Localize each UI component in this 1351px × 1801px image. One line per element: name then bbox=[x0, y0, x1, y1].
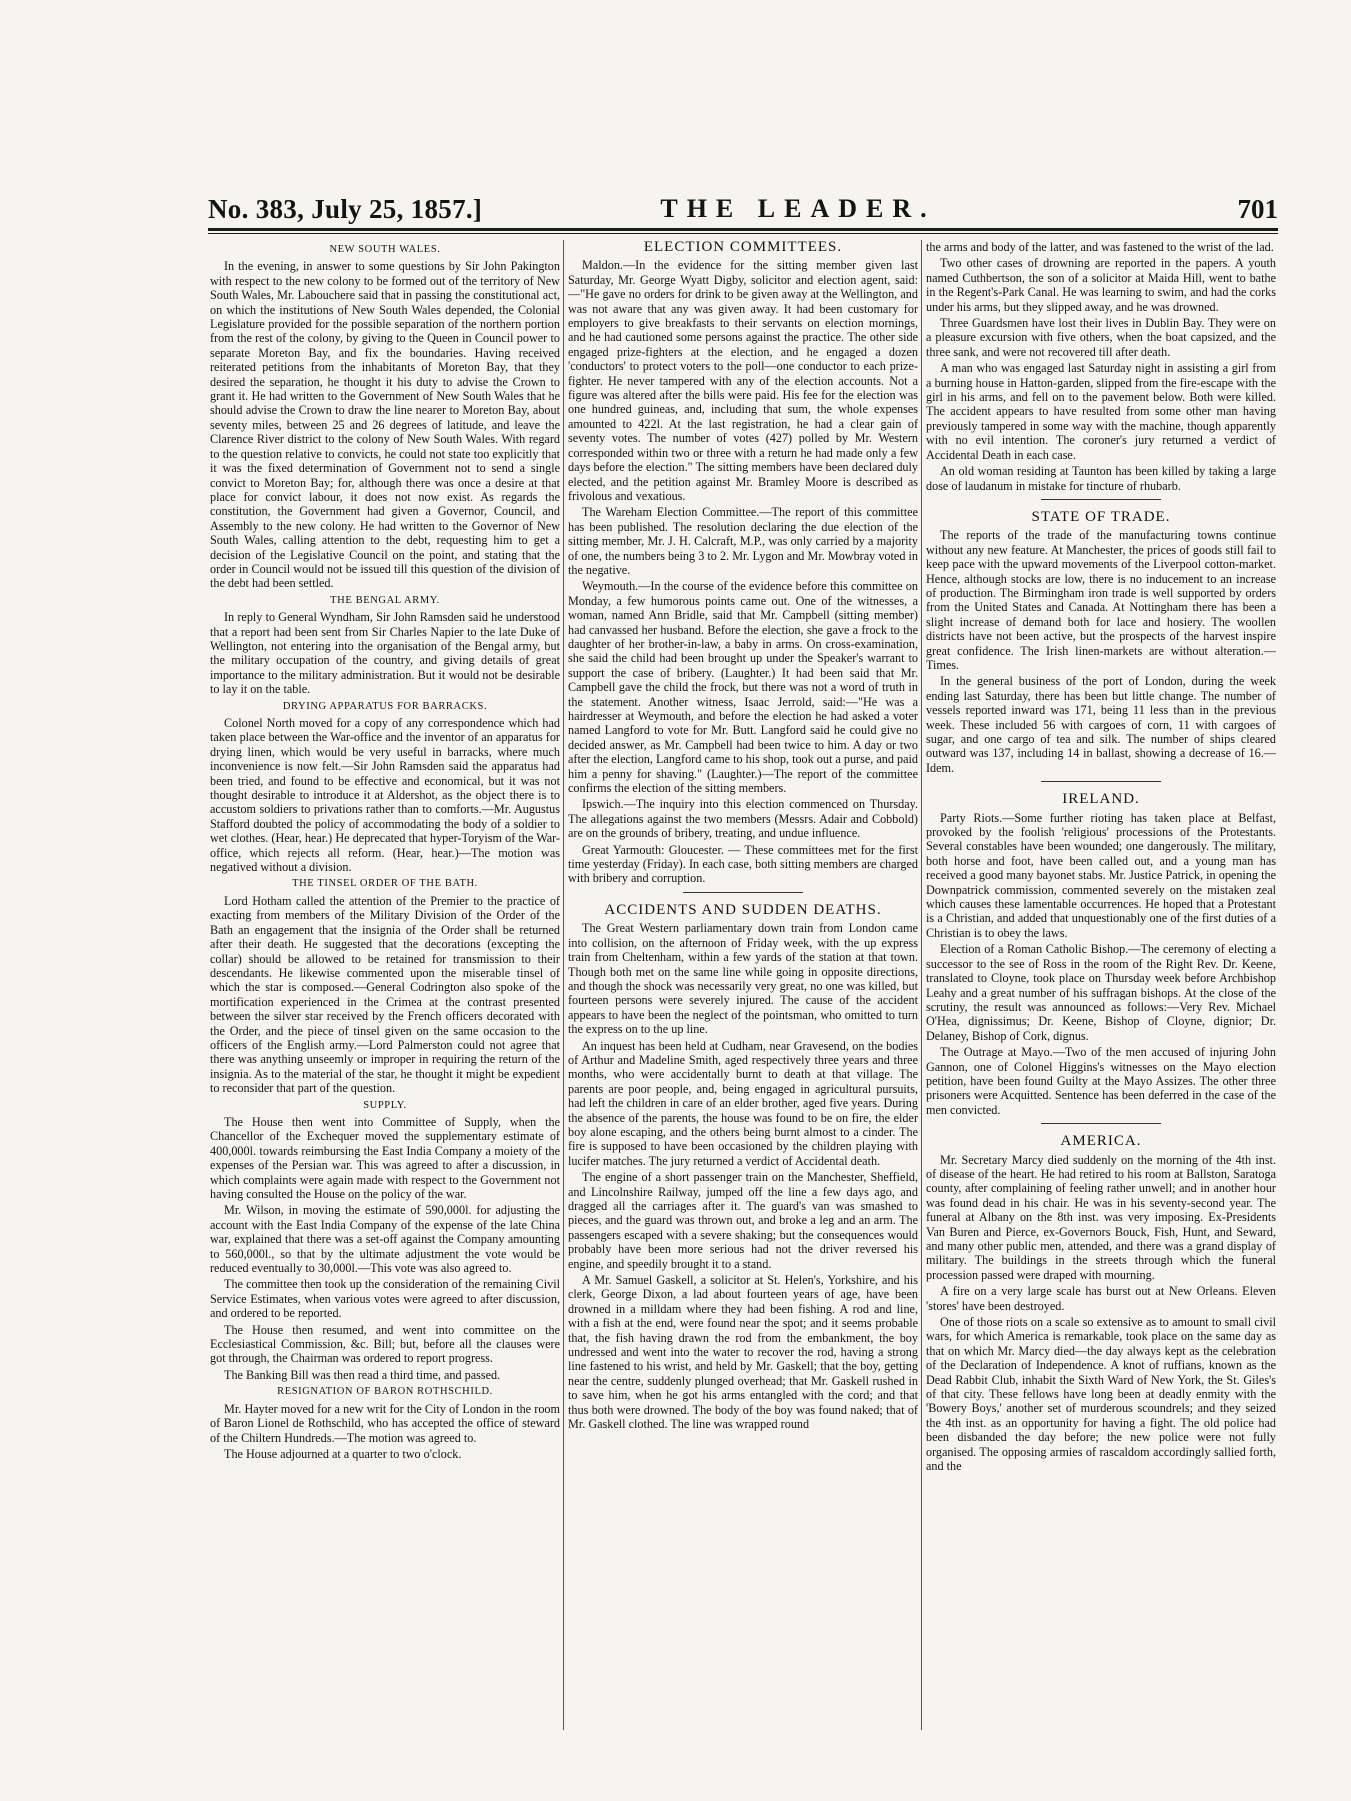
masthead-rule-thin bbox=[208, 233, 1278, 234]
paragraph: The Great Western parliamentary down train from London came into collision, on the afternoon of Friday week, with the up express train from Cheltenham, within a few yards of the station at that town. Though both met on the same line while going in opposite directions, and though the shock was necessarily very great, no one was killed, but fourteen persons were severely injured. The cause of the accident appears to have been the neglect of the pointsman, who omitted to turn the express on to the up line. bbox=[568, 921, 918, 1037]
paragraph: The engine of a short passenger train on the Manchester, Sheffield, and Lincolnshire Railway, jumped off the line a few days ago, and dragged all the carriages after it. The guard's van was smashed to pieces, and the guard was thrown out, and broke a leg and an arm. The passengers escaped with a severe shaking; but the consequences would probably have been more serious had not the driver reversed his engine, and speedily brought it to a stand. bbox=[568, 1170, 918, 1271]
paragraph: Weymouth.—In the course of the evidence before this committee on Monday, a few humorous points came out. One of the witnesses, a woman, named Ann Bridle, said that Mr. Campbell (sitting member) had canvassed her husband. Before the election, she gave a frock to the daughter of her brother-in-law, a baby in arms. On cross-examination, she said the child had been brought up under the Speaker's warrant to support the case of bribery. (Laughter.) It had been said that Mr. Campbell gave the child the frock, but there was not a word of truth in the statement. Another witness, Isaac Jerrold, said:—"He was a hairdresser at Weymouth, and before the election he had asked a voter named Langford to vote for Mr. Butt. Langford said he could give no decided answer, as Mr. Campbell had been twice to him. A day or two after the election, Langford came to his shop, took out a purse, and paid him a penny for shaving." (Laughter.)—The report of the committee confirms the election of the sitting members. bbox=[568, 579, 918, 796]
paragraph: The reports of the trade of the manufacturing towns continue without any new feature. At Manchester, the prices of goods still fail to keep pace with the upward movements of the Liverpool cotton-market. Hence, although stocks are low, there is no inducement to an increase of production. The Birmingham iron trade is well supported by orders from the United States and Canada. At Nottingham there has been a slight increase of demand both for lace and hosiery. The woollen districts have not been active, but the prospects of the harvest inspire great confidence. The Irish linen-markets are without alteration.—Times. bbox=[926, 528, 1276, 672]
section-rule bbox=[1041, 1123, 1161, 1124]
column-3 bbox=[926, 240, 1276, 1730]
column-1 bbox=[210, 240, 560, 1730]
paragraph: Mr. Secretary Marcy died suddenly on the morning of the 4th inst. of disease of the heart. He had retired to his room at Ballston, Saratoga county, after complaining of feeling rather unwell; and in another hour was found dead in his chair. He was in his seventy-second year. The funeral at Albany on the 8th inst. was very imposing. Ex-Presidents Van Buren and Pierce, ex-Governors Bouck, Fish, Hunt, and Seward, and many other public men, attended, and there was a grand display of military. The buildings in the streets through which the funeral procession passed were draped with mourning. bbox=[926, 1152, 1276, 1282]
paragraph: The Banking Bill was then read a third time, and passed. bbox=[224, 1367, 501, 1382]
paragraph: One of those riots on a scale so extensive as to amount to small civil wars, for which America is remarkable, took place on the same day as that on which Mr. Marcy died—the day always kept as the celebration of the Declaration of Independence. A knot of ruffians, known as the Dead Rabbit Club, inhabit the Sixth Ward of New York, the St. Giles's of that city. These fellows have long been at deadly enmity with the 'Bowery Boys,' another set of murderous scoundrels; and they seized the 4th inst. as an opportunity for having a fight. The old police had been disbanded the day before; the new police were not fully organised. The opposing armies of rascaldom accordingly sallied forth, and the bbox=[926, 1315, 1276, 1474]
newspaper-title: THE LEADER. bbox=[660, 194, 936, 223]
paragraph: Two other cases of drowning are reported in the papers. A youth named Cuthbertson, the son of a solicitor at Maida Hill, went to bathe in the Regent's-Park Canal. He was learning to swim, and had the corks under his arms, but they slipped away, and he was drowned. bbox=[926, 256, 1276, 314]
section-heading-election: ELECTION COMMITTEES. bbox=[643, 240, 843, 255]
paragraph: Colonel North moved for a copy of any correspondence which had taken place between the War-office and the inventor of an apparatus for drying linen, which would be very useful in barracks, where much inconvenience is now felt.—Sir John Ramsden said the apparatus had been tried, and found to be effective and economical, but it was not thought desirable to introduce it at Aldershot, as the object there is to accustom soldiers to privations rather than to comforts.—Mr. Augustus Stafford doubted the policy of accommodating the body of a soldier to wet clothes. (Hear, hear.) He deprecated that hyper-Toryism of the War-office, which rejects all reform. (Hear, hear.)—The motion was negatived without a division. bbox=[210, 716, 560, 875]
paragraph: Great Yarmouth: Gloucester. — These committees met for the first time yesterday (Friday). In each case, both sitting members are charged with bribery and corruption. bbox=[568, 842, 918, 886]
paragraph: Ipswich.—The inquiry into this election commenced on Thursday. The allegations against the two members (Messrs. Adair and Cobbold) are on the grounds of bribery, treating, and undue influence. bbox=[568, 797, 918, 841]
subheading-rothschild: RESIGNATION OF BARON ROTHSCHILD. bbox=[277, 1386, 493, 1398]
section-heading-accidents: ACCIDENTS AND SUDDEN DEATHS. bbox=[604, 901, 882, 918]
paragraph: In the evening, in answer to some questions by Sir John Pakington with respect to the new colony to be formed out of the territory of New South Wales, Mr. Labouchere said that in passing the constitutional act, on which the institutions of New South Wales depended, the Colonial Legislature provided for the possible separation of the northern portion from the rest of the colony, by giving to the Queen in Council power to separate Moreton Bay, and fix the boundaries. Having received reiterated petitions from the inhabitants of Moreton Bay, that they desired the separation, he thought it his duty to advise the Crown to grant it. He had written to the Government of New South Wales that he should advise the Crown to draw the line nearer to Moreton Bay, about seventy miles, between 25 and 26 degrees of latitude, and leave the Clarence River district to the colony of New South Wales. With regard to the question relative to convicts, he could not state too explicitly that it was the fixed determination of Government not to send a single convict to Moreton Bay; for, although there was once a desire at that place for convict labour, it does not now exist. As regards the constitution, the Government had given a Governor, Council, and Assembly to the new colony. He had written to the Governor of New South Wales, calling attention to the debt, requesting him to get a decision of the Legislative Council on the point, and stating that the order in Council would not be issued till this question of the division of the debt had been settled. bbox=[210, 259, 560, 591]
subheading-supply: SUPPLY. bbox=[363, 1099, 407, 1111]
section-rule bbox=[1041, 499, 1161, 500]
paragraph: A fire on a very large scale has burst out at New Orleans. Eleven 'stores' have been destroyed. bbox=[926, 1284, 1276, 1313]
paragraph: the arms and body of the latter, and was fastened to the wrist of the lad. bbox=[926, 240, 1274, 254]
column-divider bbox=[921, 240, 922, 1730]
paragraph: The committee then took up the consideration of the remaining Civil Service Estimates, when various votes were agreed to after discussion, and ordered to be reported. bbox=[210, 1277, 560, 1321]
issue-date: No. 383, July 25, 1857.] bbox=[208, 194, 483, 224]
paragraph: Election of a Roman Catholic Bishop.—The ceremony of electing a successor to the see of Ross in the room of the Right Rev. Dr. Keene, translated to Cloyne, took place on Thursday week before Archbishop Leahy and a great number of his suffragan bishops. At the close of the scrutiny, the result was announced as follows:—Very Rev. Michael O'Hea, dignissimus; Dr. Keene, Bishop of Cloyne, dignior; Dr. Delaney, Bishop of Cork, dignus. bbox=[926, 942, 1276, 1043]
paragraph: A Mr. Samuel Gaskell, a solicitor at St. Helen's, Yorkshire, and his clerk, George Dixon, a lad about fourteen years of age, have been drowned in a milldam where they had been fishing. A rod and line, with a fish at the end, were found near the spot; and it seems probable that, the fish having drawn the rod from the embankment, the boy undressed and went into the water to recover the rod, having a strong line fastened to his wrist, and held by Mr. Gaskell; that the boy, getting near the centre, suddenly plunged overhead; that Mr. Gaskell rushed in to save him, when he got his arms entangled with the cord; and that thus both were drowned. The body of the boy was found naked; that of Mr. Gaskell clothed. The line was wrapped round bbox=[568, 1273, 918, 1432]
paragraph: Maldon.—In the evidence for the sitting member given last Saturday, Mr. George Wyatt Digby, solicitor and election agent, said:—"He gave no orders for drink to be given away at the Wellington, and was not aware that any was given away. It had been customary for employers to give breakfasts to their servants on election mornings, and he had cautioned some persons against the practice. The other side engaged prize-fighters at the election, and he engaged a dozen 'conductors' to protect voters to the poll—one conductor to each prize-fighter. He never tampered with any of the election accounts. Not a figure was altered after the bills were paid. His fee for the election was one hundred guineas, and, including that sum, the whole expenses amounted to 422l. At the last registration, he had a clear gain of seventy votes. The number of votes (427) polled by Mr. Western corresponded within two or three with a return he had made only a few days before the election." The sitting members have been declared duly elected, and the petition against Mr. Bramley Moore is described as frivolous and vexatious. bbox=[568, 258, 918, 503]
paragraph: An inquest has been held at Cudham, near Gravesend, on the bodies of Arthur and Madeline Smith, aged respectively three years and three months, who were accidentally burnt to death at that village. The parents are poor people, and, being engaged in agricultural pursuits, had left the children in care of an elder brother, aged five years. During the absence of the parents, the house was found to be on fire, the elder boy alone escaping, and the others being burnt almost to a cinder. The fire is supposed to have been occasioned by the children playing with lucifer matches. The jury returned a verdict of Accidental death. bbox=[568, 1038, 918, 1168]
paragraph: Lord Hotham called the attention of the Premier to the practice of exacting from members of the Military Division of the Order of the Bath an engagement that the insignia of the Order shall be returned after their death. He suggested that the decorations (excepting the collar) should be allowed to be retained for transmission to their descendants. He likewise commented upon the miserable tinsel of which the star is composed.—General Codrington also spoke of the mortification experienced in the Crimea at the contrast presented between the silver star received by the French officers decorated with the Order, and the piece of tinsel given on the same occasion to the officers of the English army.—Lord Palmerston could not agree that there was anything unseemly or improper in requiring the return of the insignia. As to the material of the star, he thought it might be expedient to reconsider that part of the question. bbox=[210, 893, 560, 1096]
paragraph: The House then went into Committee of Supply, when the Chancellor of the Exchequer moved the supplementary estimate of 400,000l. towards reimbursing the East India Company a moiety of the expenses of the Persian war. This was agreed to after a discussion, in which complaints were again made with respect to the Government not having consulted the House on the policy of the war. bbox=[210, 1114, 560, 1201]
paragraph: In the general business of the port of London, during the week ending last Saturday, there has been but little change. The number of vessels reported inward was 171, being 11 less than in the previous week. These included 56 with cargoes of corn, 11 with cargoes of sugar, and one cargo of tea and silk. The number of ships cleared outward was 137, including 14 in ballast, showing a decrease of 16.—Idem. bbox=[926, 674, 1276, 775]
paragraph: The House adjourned at a quarter to two o'clock. bbox=[224, 1446, 462, 1461]
paragraph: Mr. Hayter moved for a new writ for the City of London in the room of Baron Lionel de Rothschild, who has accepted the office of steward of the Chiltern Hundreds.—The motion was agreed to. bbox=[210, 1401, 560, 1445]
paragraph: The House then resumed, and went into committee on the Ecclesiastical Commission, &c. Bill; but, before all the clauses were got through, the Chairman was ordered to report progress. bbox=[210, 1322, 560, 1366]
subheading-tinsel: THE TINSEL ORDER OF THE BATH. bbox=[292, 878, 478, 890]
section-heading-america: AMERICA. bbox=[1060, 1133, 1142, 1150]
section-rule bbox=[1041, 781, 1161, 782]
paragraph: An old woman residing at Taunton has been killed by taking a large dose of laudanum in mistake for tincture of rhubarb. bbox=[926, 464, 1276, 493]
page-number: 701 bbox=[1237, 194, 1278, 224]
column-divider bbox=[563, 240, 564, 1730]
subheading-drying: DRYING APPARATUS FOR BARRACKS. bbox=[282, 700, 488, 712]
paragraph: The Outrage at Mayo.—Two of the men accused of injuring John Gannon, one of Colonel Higgins's witnesses on the Mayo election petition, have been found Guilty at the Mayo Assizes. The other three prisoners were Acquitted. Sentence has been deferred in the case of the men convicted. bbox=[926, 1045, 1276, 1117]
paragraph: Mr. Wilson, in moving the estimate of 590,000l. for adjusting the account with the East India Company of the expense of the late China war, explained that there was a set-off against the Company amounting to 560,000l., so that by the ultimate adjustment the vote would be reduced eventually to 30,000l.—This vote was also agreed to. bbox=[210, 1203, 560, 1276]
paragraph: Three Guardsmen have lost their lives in Dublin Bay. They were on a pleasure excursion with five others, when the boat capsized, and the three sank, and were not recovered till after death. bbox=[926, 316, 1276, 359]
subheading-nsw: NEW SOUTH WALES. bbox=[329, 244, 441, 255]
section-heading-ireland: IRELAND. bbox=[1062, 791, 1140, 808]
paragraph: In reply to General Wyndham, Sir John Ramsden said he understood that a report had been sent from Sir Charles Napier to the late Duke of Wellington, not entering into the organisation of the Bengal army, but the military occupation of the country, and giving details of great importance to the military administration. But it would not be desirable to lay it on the table. bbox=[210, 610, 560, 697]
section-rule bbox=[683, 892, 803, 893]
masthead-rule bbox=[208, 228, 1278, 231]
column-2 bbox=[568, 240, 918, 1730]
masthead bbox=[208, 186, 1278, 226]
section-heading-trade: STATE OF TRADE. bbox=[1031, 508, 1171, 525]
subheading-bengal: THE BENGAL ARMY. bbox=[330, 594, 440, 606]
paragraph: Party Riots.—Some further rioting has taken place at Belfast, provoked by the foolish 'religious' processions of the Protestants. Several constables have been wounded; one dangerously. The military, both horse and foot, have been called out, and a young man has received a good many bayonet stabs. Mr. Justice Patrick, in opening the Downpatrick commission, commented severely on the mistaken zeal which causes these lamentable occurrences. He hoped that a Protestant is a Christian, and added that unquestionably one of the first duties of a Christian is to obey the laws. bbox=[926, 810, 1276, 940]
paragraph: The Wareham Election Committee.—The report of this committee has been published. The resolution declaring the due election of the sitting member, Mr. J. H. Calcraft, M.P., was only carried by a majority of one, the numbers being 3 to 2. Mr. Lygon and Mr. Mowbray voted in the negative. bbox=[568, 505, 918, 577]
paragraph: A man who was engaged last Saturday night in assisting a girl from a burning house in Hatton-garden, slipped from the fire-escape with the girl in his arms, and fell on to the pavement below. Both were killed. The accident appears to have resulted from some other man having previously tampered in some way with the machine, though apparently with no evil intention. The coroner's jury returned a verdict of Accidental Death in each case. bbox=[926, 361, 1276, 462]
